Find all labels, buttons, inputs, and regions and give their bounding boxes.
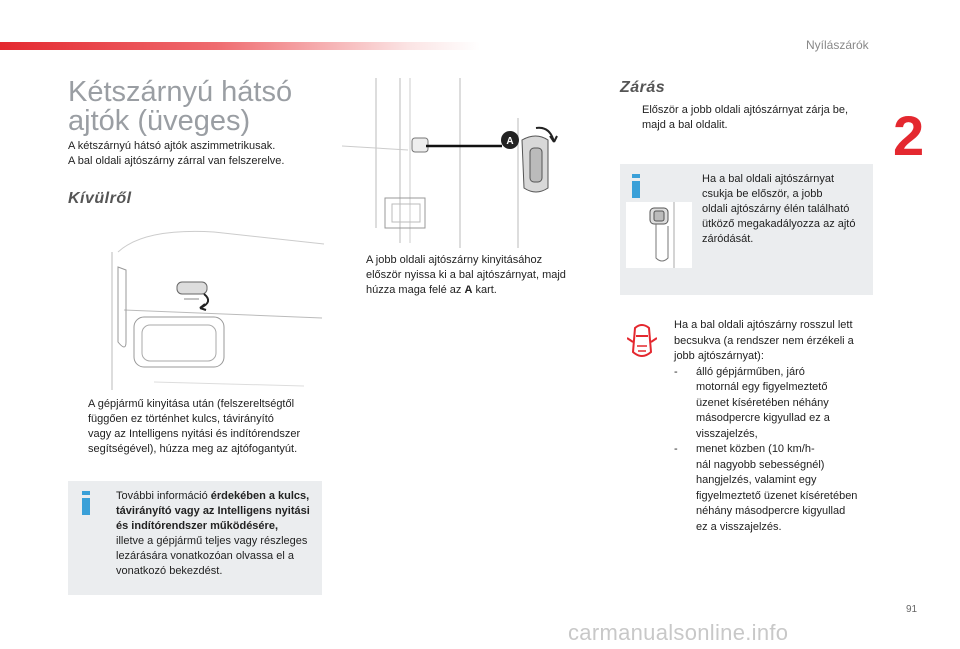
intro-text: [68, 139, 348, 169]
outside-bullet-line-3: vagy az Intelligens nyitási és indítórendszer: [88, 428, 301, 440]
right-door-lever-illustration: [340, 78, 568, 248]
page-title-line-2: ajtók (üveges): [68, 105, 251, 137]
right-door-line-1: A jobb oldali ajtószárny kinyitásához: [366, 254, 543, 266]
door-handle-illustration: [104, 222, 326, 392]
warning-item-2-line-2: nál nagyobb sebességnél): [696, 458, 825, 471]
info-box-closing: [620, 164, 873, 295]
warning-item-2: [674, 442, 884, 535]
warning-item-1-dash: -: [674, 365, 678, 378]
open-door-warning-text: [674, 318, 884, 535]
info-keys-l2: távirányító vagy az Intelligens nyitási: [116, 505, 310, 517]
callout-label-a: A: [506, 136, 514, 147]
section-title: Nyílászárók: [806, 38, 869, 52]
warning-item-1-line-5: visszajelzés,: [696, 427, 758, 440]
warning-item-1-line-3: üzenet kíséretében néhány: [696, 396, 829, 409]
header-accent-bar: [0, 42, 480, 50]
watermark: carmanualsonline.info: [568, 620, 789, 645]
right-door-line-2: először nyissa ki a bal ajtószárnyat, majd: [366, 269, 566, 281]
warning-item-2-line-6: ez a visszajelzés.: [696, 520, 782, 533]
closing-info-line-4: ütköző megakadályozza az ajtó: [702, 218, 856, 230]
closing-bullet-line-2: majd a bal oldalit.: [642, 119, 728, 131]
info-keys-l1-pre: További információ: [116, 490, 211, 502]
warning-item-1: [674, 365, 884, 443]
closing-info-line-3: oldali ajtószárny élén található: [702, 203, 850, 215]
info-keys-l5: lezárására vonatkozóan olvassa el a: [116, 550, 294, 562]
intro-line-2: A bal oldali ajtószárny zárral van felszerelve.: [68, 155, 285, 167]
right-door-line-3-pre: húzza maga felé az: [366, 284, 465, 296]
closing-heading: Zárás: [620, 79, 666, 96]
intro-line-1: A kétszárnyú hátsó ajtók aszimmetrikusak.: [68, 140, 276, 152]
closing-info-line-2: csukja be először, a jobb: [702, 188, 823, 200]
page-title-line-1: Kétszárnyú hátsó: [68, 76, 293, 108]
chapter-number: 2: [893, 104, 925, 167]
warning-item-2-line-1: menet közben (10 km/h-: [696, 443, 815, 455]
warning-line-2: becsukva (a rendszer nem érzékeli a: [674, 334, 854, 347]
warning-item-1-line-4: másodpercre kigyullad ez a: [696, 412, 830, 424]
right-door-line-3-post: kart.: [472, 284, 497, 296]
info-box-keys: [68, 481, 322, 595]
warning-item-2-line-4: figyelmeztető üzenet kíséretében: [696, 489, 858, 502]
info-box-keys-text: [116, 489, 310, 579]
outside-heading: Kívülről: [68, 190, 132, 207]
warning-item-1-line-2: motornál egy figyelmeztető: [696, 381, 828, 393]
info-keys-l1-bold: érdekében a kulcs,: [210, 490, 310, 502]
info-keys-l4: illetve a gépjármű teljes vagy részleges: [116, 535, 308, 547]
warning-item-2-dash: -: [674, 443, 678, 455]
page-title: [68, 78, 292, 136]
right-door-line-3-bold: A: [464, 284, 473, 296]
door-stop-thumbnail: [626, 202, 692, 268]
closing-bullet-line-1: Először a jobb oldali ajtószárnyat zárja be,: [642, 104, 849, 116]
warning-item-2-line-5: néhány másodpercre kigyullad: [696, 505, 846, 517]
closing-info-line-5: záródását.: [702, 233, 754, 245]
outside-bullet-line-2: függően ez történhet kulcs, távirányító: [88, 413, 274, 425]
page-number: 91: [906, 604, 918, 615]
closing-info-line-1: Ha a bal oldali ajtószárnyat: [702, 173, 835, 185]
warning-item-2-line-3: hangjelzés, valamint egy: [696, 474, 817, 486]
outside-bullet-line-1: A gépjármű kinyitása után (felszereltségtől: [88, 398, 295, 410]
info-box-closing-text: [702, 172, 855, 247]
info-keys-l3: és indítórendszer működésére,: [116, 520, 278, 532]
info-keys-l6: vonatkozó bekezdést.: [116, 565, 223, 577]
open-door-warning-icon: [627, 322, 657, 367]
warning-item-1-line-1: álló gépjárműben, járó: [696, 365, 805, 378]
warning-line-1: Ha a bal oldali ajtószárny rosszul lett: [674, 319, 853, 331]
warning-line-3: jobb ajtószárnyat):: [674, 350, 764, 362]
outside-bullet-line-4: segítségével), húzza meg az ajtófogantyút.: [88, 443, 298, 455]
